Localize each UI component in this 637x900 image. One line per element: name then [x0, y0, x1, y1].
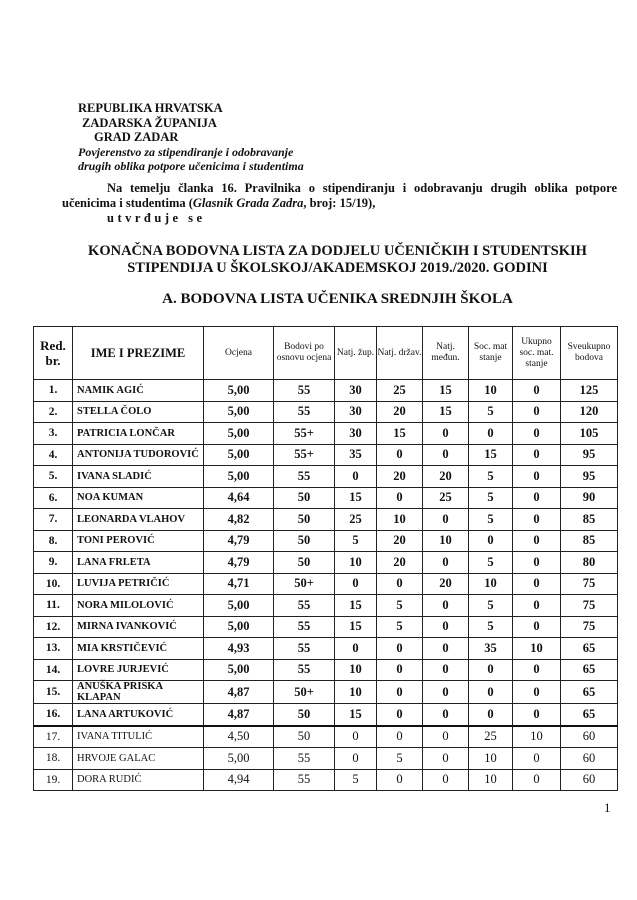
cell-rb: 3.	[34, 423, 73, 445]
cell-grade: 4,94	[204, 769, 274, 791]
cell-social-total: 0	[513, 530, 561, 552]
cell-total: 65	[561, 659, 618, 681]
cell-grade-points: 55	[274, 748, 335, 770]
cell-county: 25	[335, 509, 377, 531]
cell-total: 80	[561, 552, 618, 574]
cell-rb: 9.	[34, 552, 73, 574]
cell-social: 15	[469, 444, 513, 466]
cell-county: 0	[335, 466, 377, 488]
cell-social: 5	[469, 466, 513, 488]
cell-social-total: 0	[513, 748, 561, 770]
cell-grade: 5,00	[204, 466, 274, 488]
table-row	[34, 530, 618, 552]
title-line2: STIPENDIJA U ŠKOLSKOJ/AKADEMSKOJ 2019./2020. GODINI	[127, 259, 548, 276]
cell-state: 20	[377, 530, 423, 552]
cell-name: ANUŠKA PRISKA KLAPAN	[73, 681, 204, 704]
cell-name: ANTONIJA TUDOROVIĆ	[73, 444, 204, 466]
cell-total: 75	[561, 616, 618, 638]
cell-grade: 5,00	[204, 748, 274, 770]
cell-name: LANA ARTUKOVIĆ	[73, 704, 204, 726]
cell-county: 30	[335, 423, 377, 445]
cell-social: 0	[469, 659, 513, 681]
cell-rb: 18.	[34, 748, 73, 770]
cell-rb: 15.	[34, 681, 73, 704]
cell-grade: 5,00	[204, 380, 274, 402]
decision-text: utvrđuje se	[107, 211, 206, 225]
header-total: Sveukupno bodova	[561, 327, 618, 380]
cell-state: 0	[377, 659, 423, 681]
cell-total: 65	[561, 704, 618, 726]
cell-social-total: 10	[513, 726, 561, 748]
table-row	[34, 748, 618, 770]
cell-social: 10	[469, 769, 513, 791]
cell-state: 5	[377, 748, 423, 770]
cell-county: 0	[335, 748, 377, 770]
score-table	[33, 326, 618, 791]
intro-paragraph	[62, 181, 617, 226]
table-row	[34, 616, 618, 638]
legal-basis	[62, 181, 617, 211]
cell-social: 10	[469, 380, 513, 402]
table-row	[34, 659, 618, 681]
table-row	[34, 552, 618, 574]
table-row	[34, 638, 618, 660]
cell-grade: 5,00	[204, 659, 274, 681]
cell-county: 0	[335, 726, 377, 748]
cell-state: 5	[377, 595, 423, 617]
table-row	[34, 573, 618, 595]
cell-rb: 10.	[34, 573, 73, 595]
cell-social: 5	[469, 487, 513, 509]
header-state: Natj. držav.	[377, 327, 423, 380]
cell-intl: 20	[423, 573, 469, 595]
cell-rb: 5.	[34, 466, 73, 488]
table-row	[34, 704, 618, 726]
cell-social-total: 0	[513, 466, 561, 488]
cell-intl: 0	[423, 659, 469, 681]
header-country: REPUBLIKA HRVATSKA	[78, 101, 223, 115]
cell-social: 0	[469, 704, 513, 726]
cell-name: PATRICIA LONČAR	[73, 423, 204, 445]
cell-intl: 15	[423, 380, 469, 402]
cell-state: 0	[377, 444, 423, 466]
cell-county: 15	[335, 595, 377, 617]
cell-total: 65	[561, 681, 618, 704]
cell-intl: 0	[423, 423, 469, 445]
table-body	[34, 380, 618, 791]
cell-name: MIA KRSTIČEVIĆ	[73, 638, 204, 660]
cell-rb: 13.	[34, 638, 73, 660]
cell-state: 20	[377, 466, 423, 488]
section-title: A. BODOVNA LISTA UČENIKA SREDNJIH ŠKOLA	[162, 291, 513, 307]
cell-grade-points: 55	[274, 616, 335, 638]
cell-state: 15	[377, 423, 423, 445]
cell-grade-points: 50	[274, 726, 335, 748]
cell-grade: 4,50	[204, 726, 274, 748]
cell-name: LEONARDA VLAHOV	[73, 509, 204, 531]
cell-county: 30	[335, 380, 377, 402]
cell-rb: 12.	[34, 616, 73, 638]
table-row	[34, 595, 618, 617]
cell-county: 10	[335, 552, 377, 574]
cell-state: 10	[377, 509, 423, 531]
cell-grade: 4,71	[204, 573, 274, 595]
cell-grade-points: 55+	[274, 444, 335, 466]
cell-name: STELLA ČOLO	[73, 401, 204, 423]
cell-social-total: 0	[513, 444, 561, 466]
header-intl: Natj. međun.	[423, 327, 469, 380]
header-county: Natj. žup.	[335, 327, 377, 380]
cell-state: 5	[377, 616, 423, 638]
cell-social: 25	[469, 726, 513, 748]
cell-state: 0	[377, 573, 423, 595]
table-row	[34, 423, 618, 445]
cell-social: 5	[469, 616, 513, 638]
cell-intl: 25	[423, 487, 469, 509]
cell-state: 0	[377, 726, 423, 748]
cell-grade-points: 55	[274, 466, 335, 488]
cell-name: HRVOJE GALAC	[73, 748, 204, 770]
header-grade: Ocjena	[204, 327, 274, 380]
issuer-header	[78, 101, 304, 174]
cell-rb: 14.	[34, 659, 73, 681]
cell-name: NORA MILOLOVIĆ	[73, 595, 204, 617]
cell-social-total: 0	[513, 616, 561, 638]
cell-total: 85	[561, 530, 618, 552]
cell-social-total: 10	[513, 638, 561, 660]
cell-social-total: 0	[513, 401, 561, 423]
cell-grade-points: 50	[274, 509, 335, 531]
cell-name: DORA RUDIĆ	[73, 769, 204, 791]
cell-grade: 4,79	[204, 552, 274, 574]
cell-social-total: 0	[513, 487, 561, 509]
cell-name: LUVIJA PETRIČIĆ	[73, 573, 204, 595]
cell-name: IVANA TITULIĆ	[73, 726, 204, 748]
cell-name: TONI PEROVIĆ	[73, 530, 204, 552]
cell-intl: 0	[423, 509, 469, 531]
cell-rb: 16.	[34, 704, 73, 726]
cell-total: 60	[561, 769, 618, 791]
cell-social-total: 0	[513, 704, 561, 726]
cell-state: 0	[377, 704, 423, 726]
cell-social-total: 0	[513, 595, 561, 617]
table-row	[34, 444, 618, 466]
cell-social-total: 0	[513, 380, 561, 402]
cell-rb: 17.	[34, 726, 73, 748]
cell-total: 105	[561, 423, 618, 445]
header-city: GRAD ZADAR	[94, 130, 179, 144]
cell-intl: 0	[423, 748, 469, 770]
cell-name: LANA FRLETA	[73, 552, 204, 574]
cell-grade-points: 50	[274, 487, 335, 509]
table-row	[34, 726, 618, 748]
title-line1: KONAČNA BODOVNA LISTA ZA DODJELU UČENIČKIH I STUDENTSKIH	[88, 243, 587, 259]
cell-state: 25	[377, 380, 423, 402]
header-rb: Red. br.	[34, 327, 73, 380]
cell-total: 60	[561, 748, 618, 770]
cell-social-total: 0	[513, 423, 561, 445]
header-social: Soc. mat stanje	[469, 327, 513, 380]
cell-rb: 8.	[34, 530, 73, 552]
cell-county: 10	[335, 681, 377, 704]
cell-intl: 0	[423, 681, 469, 704]
cell-social: 35	[469, 638, 513, 660]
header-name: IME I PREZIME	[73, 327, 204, 380]
cell-social-total: 0	[513, 509, 561, 531]
cell-social-total: 0	[513, 681, 561, 704]
cell-grade-points: 55	[274, 401, 335, 423]
cell-state: 0	[377, 769, 423, 791]
cell-grade-points: 50+	[274, 681, 335, 704]
cell-grade: 5,00	[204, 423, 274, 445]
cell-name: NAMIK AGIĆ	[73, 380, 204, 402]
cell-name: LOVRE JURJEVIĆ	[73, 659, 204, 681]
cell-county: 0	[335, 638, 377, 660]
cell-grade: 5,00	[204, 595, 274, 617]
cell-rb: 6.	[34, 487, 73, 509]
cell-grade-points: 55	[274, 769, 335, 791]
header-grade-points: Bodovi po osnovu ocjena	[274, 327, 335, 380]
cell-intl: 0	[423, 444, 469, 466]
cell-social-total: 0	[513, 573, 561, 595]
cell-social: 0	[469, 530, 513, 552]
cell-total: 95	[561, 444, 618, 466]
cell-grade: 5,00	[204, 401, 274, 423]
header-social-total: Ukupno soc. mat. stanje	[513, 327, 561, 380]
cell-intl: 0	[423, 616, 469, 638]
cell-total: 85	[561, 509, 618, 531]
cell-intl: 0	[423, 726, 469, 748]
table-row	[34, 380, 618, 402]
cell-grade: 4,82	[204, 509, 274, 531]
table-row	[34, 487, 618, 509]
cell-intl: 0	[423, 638, 469, 660]
cell-rb: 2.	[34, 401, 73, 423]
cell-social: 10	[469, 748, 513, 770]
cell-grade: 4,93	[204, 638, 274, 660]
cell-county: 15	[335, 616, 377, 638]
cell-grade-points: 55	[274, 595, 335, 617]
cell-county: 0	[335, 573, 377, 595]
cell-rb: 1.	[34, 380, 73, 402]
cell-social: 0	[469, 681, 513, 704]
table-row	[34, 681, 618, 704]
cell-grade-points: 50+	[274, 573, 335, 595]
cell-social: 5	[469, 552, 513, 574]
cell-intl: 20	[423, 466, 469, 488]
cell-total: 75	[561, 595, 618, 617]
cell-grade-points: 50	[274, 552, 335, 574]
document-title	[60, 243, 615, 276]
cell-state: 20	[377, 552, 423, 574]
cell-state: 20	[377, 401, 423, 423]
page-number: 1	[604, 800, 611, 815]
cell-county: 5	[335, 530, 377, 552]
cell-intl: 15	[423, 401, 469, 423]
cell-intl: 0	[423, 595, 469, 617]
header-county: ZADARSKA ŽUPANIJA	[82, 115, 217, 130]
cell-total: 75	[561, 573, 618, 595]
header-committee-line2: drugih oblika potpore učenicima i studentima	[78, 159, 304, 173]
cell-grade: 5,00	[204, 444, 274, 466]
legal-basis-text: Na temelju članka 16. Pravilnika o stipendiranju i odobravanju drugih oblika potpore učenicima i studentima (	[62, 181, 617, 210]
cell-intl: 0	[423, 552, 469, 574]
cell-total: 60	[561, 726, 618, 748]
cell-county: 10	[335, 659, 377, 681]
cell-rb: 7.	[34, 509, 73, 531]
table-header-row	[34, 327, 618, 380]
cell-name: MIRNA IVANKOVIĆ	[73, 616, 204, 638]
cell-grade: 4,87	[204, 681, 274, 704]
gazette-ref: , broj: 15/19),	[303, 196, 376, 210]
cell-rb: 19.	[34, 769, 73, 791]
cell-total: 90	[561, 487, 618, 509]
cell-social: 10	[469, 573, 513, 595]
cell-total: 120	[561, 401, 618, 423]
cell-name: IVANA SLADIĆ	[73, 466, 204, 488]
table-row	[34, 509, 618, 531]
cell-intl: 0	[423, 704, 469, 726]
header-committee-line1: Povjerenstvo za stipendiranje i odobravanje	[78, 144, 294, 159]
cell-total: 95	[561, 466, 618, 488]
cell-name: NOA KUMAN	[73, 487, 204, 509]
cell-intl: 10	[423, 530, 469, 552]
table-row	[34, 466, 618, 488]
cell-county: 30	[335, 401, 377, 423]
cell-grade: 4,64	[204, 487, 274, 509]
cell-county: 5	[335, 769, 377, 791]
cell-grade-points: 55	[274, 638, 335, 660]
cell-intl: 0	[423, 769, 469, 791]
cell-social: 5	[469, 595, 513, 617]
cell-rb: 4.	[34, 444, 73, 466]
cell-grade-points: 55	[274, 659, 335, 681]
table-row	[34, 401, 618, 423]
cell-grade: 4,79	[204, 530, 274, 552]
cell-social-total: 0	[513, 552, 561, 574]
cell-grade-points: 50	[274, 704, 335, 726]
cell-social: 5	[469, 509, 513, 531]
cell-state: 0	[377, 638, 423, 660]
cell-total: 65	[561, 638, 618, 660]
cell-grade: 4,87	[204, 704, 274, 726]
cell-county: 15	[335, 487, 377, 509]
table-row	[34, 769, 618, 791]
cell-grade: 5,00	[204, 616, 274, 638]
cell-social: 5	[469, 401, 513, 423]
cell-rb: 11.	[34, 595, 73, 617]
cell-social-total: 0	[513, 659, 561, 681]
cell-state: 0	[377, 487, 423, 509]
cell-grade-points: 55+	[274, 423, 335, 445]
cell-county: 15	[335, 704, 377, 726]
cell-grade-points: 55	[274, 380, 335, 402]
cell-social-total: 0	[513, 769, 561, 791]
cell-state: 0	[377, 681, 423, 704]
cell-social: 0	[469, 423, 513, 445]
cell-total: 125	[561, 380, 618, 402]
cell-grade-points: 50	[274, 530, 335, 552]
gazette-name: Glasnik Grada Zadra	[192, 196, 304, 210]
cell-county: 35	[335, 444, 377, 466]
